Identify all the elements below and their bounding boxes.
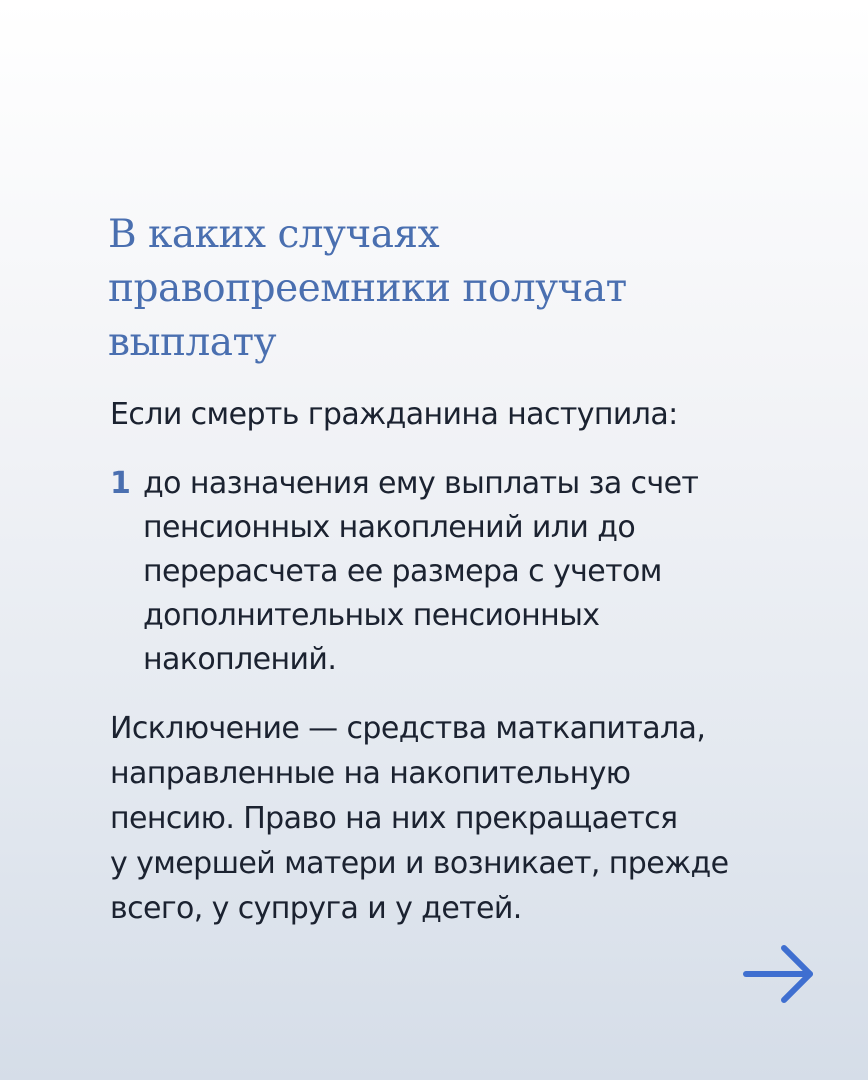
exception-line: Исключение — средства маткапитала, <box>110 711 706 746</box>
title-line: выплату <box>108 320 277 365</box>
list-item-number: 1 <box>110 466 131 501</box>
list-item-line: дополнительных пенсионных <box>143 598 600 633</box>
exception-line: всего, у супруга и у детей. <box>110 891 522 926</box>
exception-line: у умершей матери и возникает, прежде <box>110 846 729 881</box>
title-line: правопреемники получат <box>108 266 627 311</box>
page-title <box>108 208 808 370</box>
exception-line: пенсию. Право на них прекращается <box>110 801 678 836</box>
intro-text: Если смерть гражданина наступила: <box>110 397 678 432</box>
exception-line: направленные на накопительную <box>110 756 631 791</box>
list-item-line: до назначения ему выплаты за счет <box>143 466 699 501</box>
list-item-line: накоплений. <box>143 642 337 677</box>
list-item-text <box>143 462 823 682</box>
list-item-line: перерасчета ее размера с учетом <box>143 554 662 589</box>
arrow-right-icon <box>742 942 816 1006</box>
list-item-line: пенсионных накоплений или до <box>143 510 636 545</box>
title-line: В каких случаях <box>108 212 440 257</box>
next-slide-button[interactable] <box>742 942 816 1006</box>
exception-paragraph <box>110 706 830 931</box>
